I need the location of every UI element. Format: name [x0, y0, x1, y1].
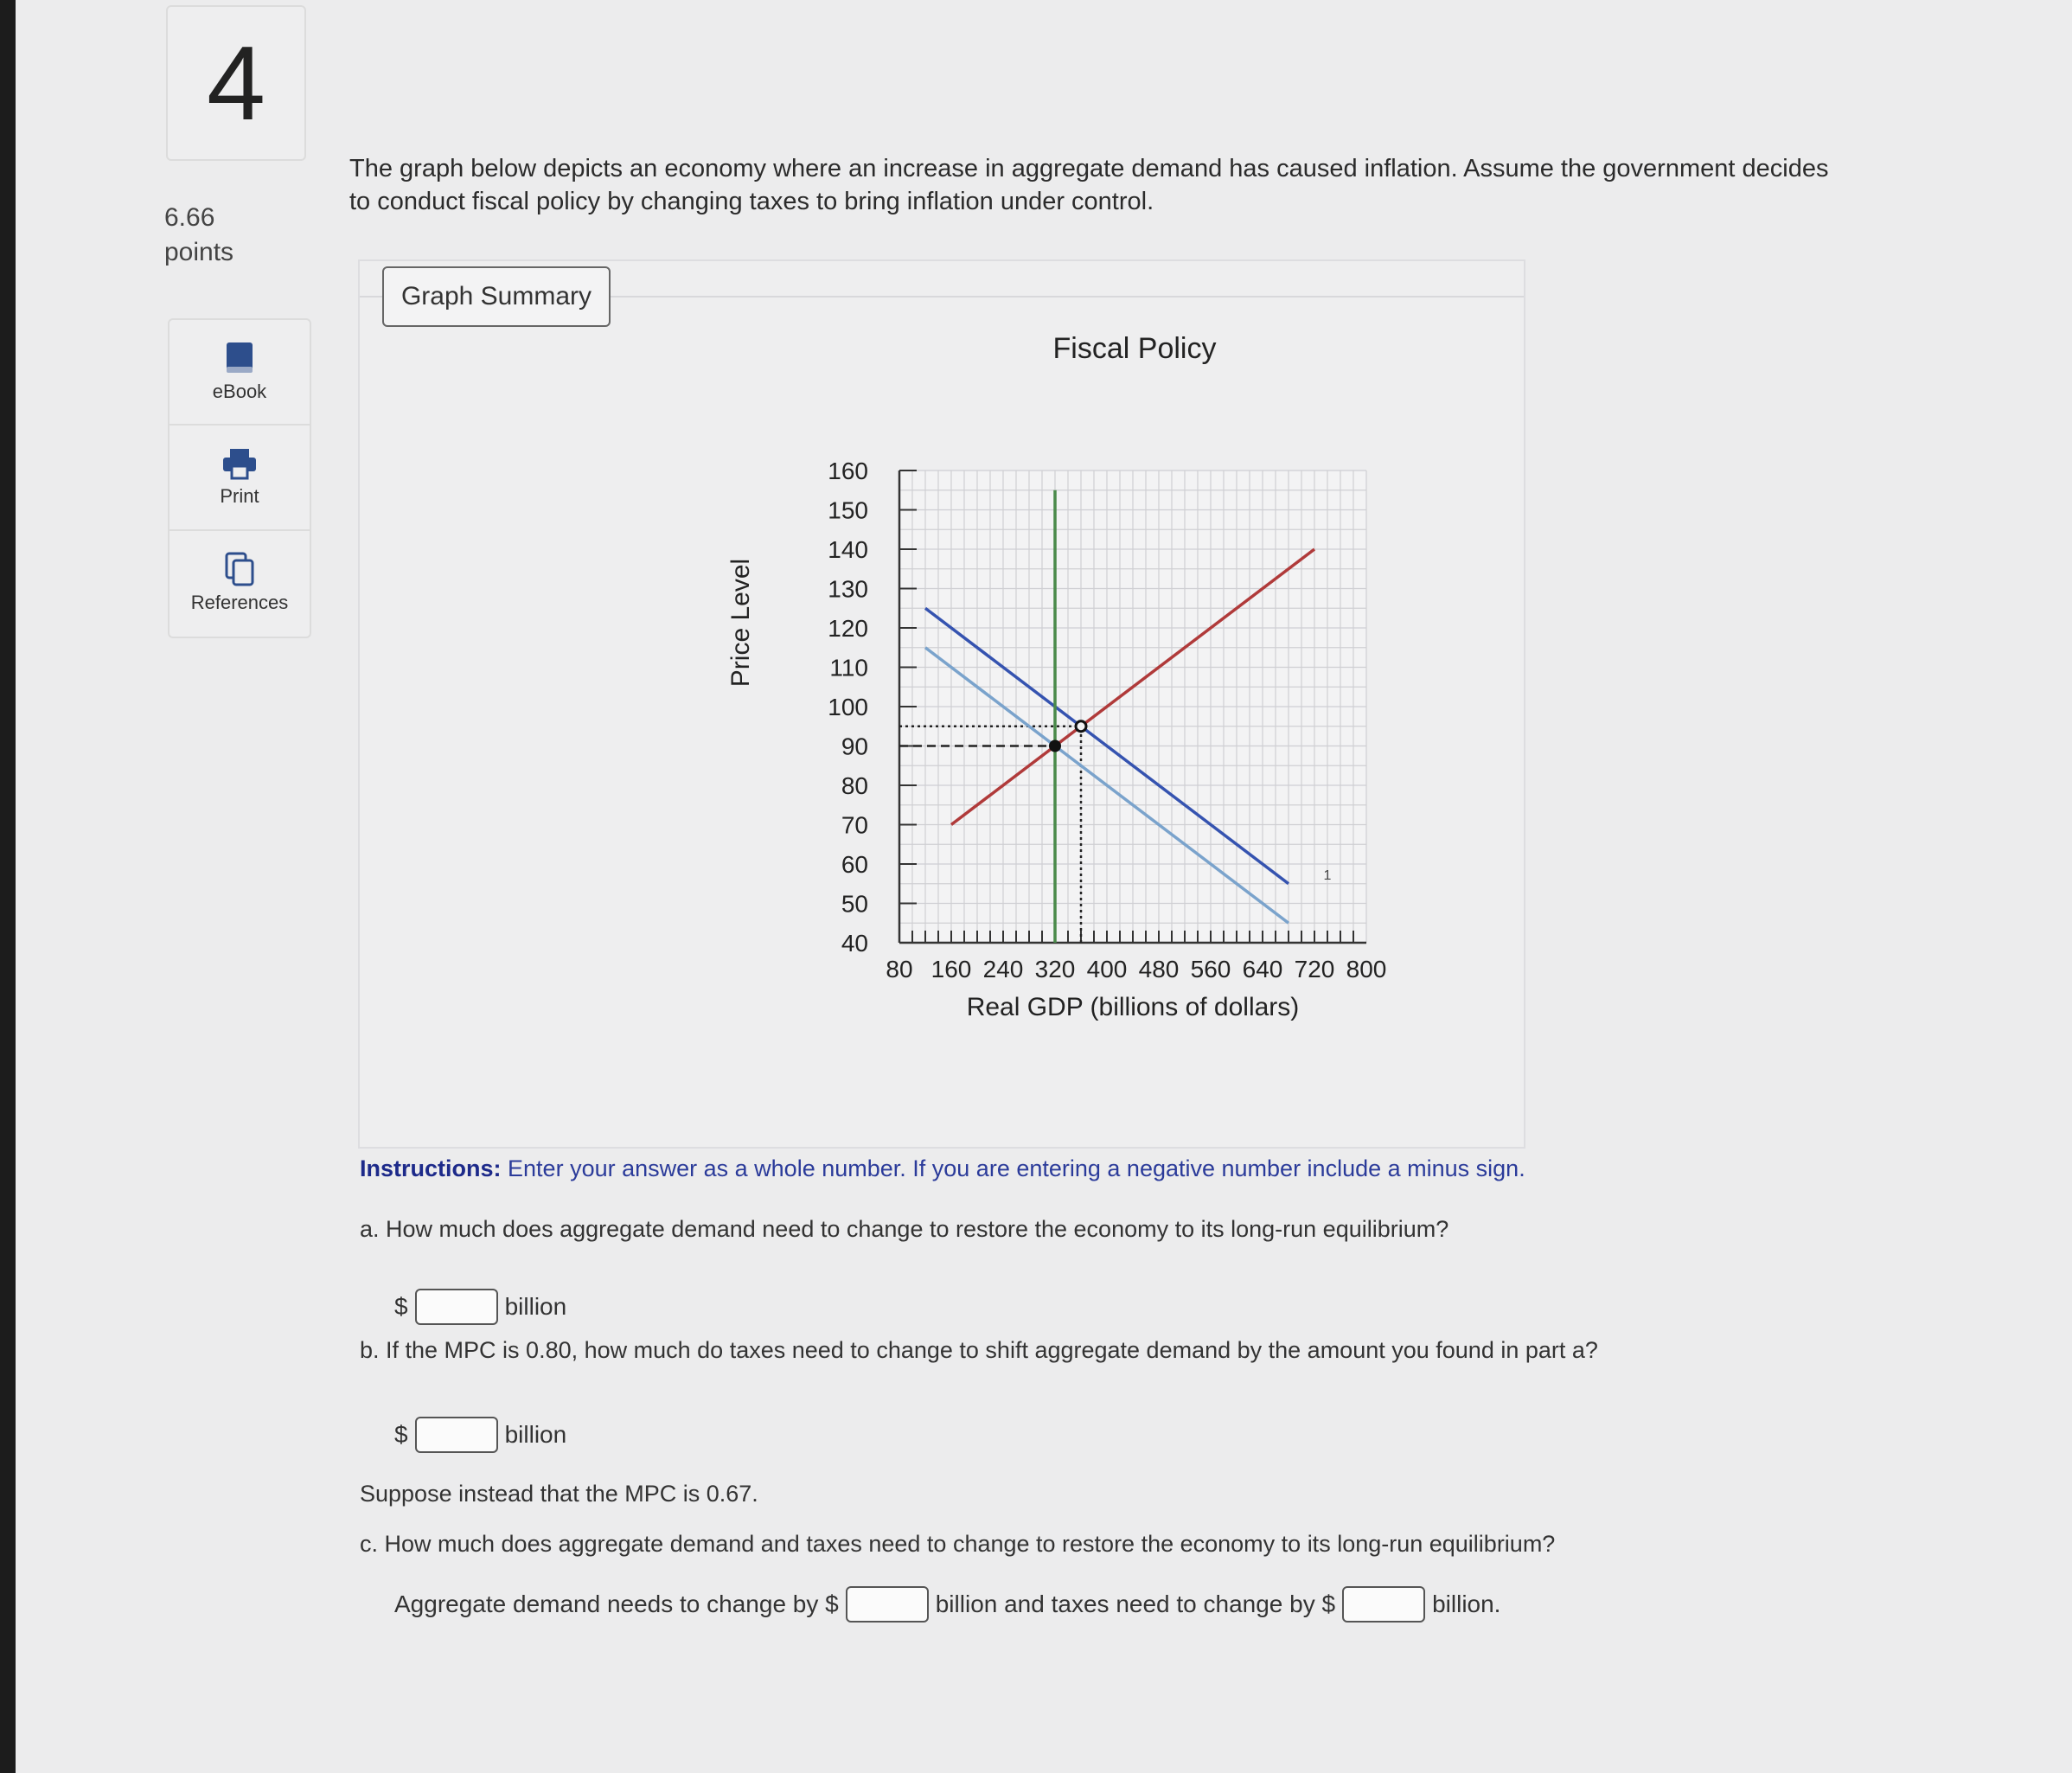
instructions-label: Instructions:	[360, 1155, 502, 1181]
x-tick-label: 400	[1086, 956, 1128, 983]
ebook-label: eBook	[212, 381, 267, 402]
answer-c-tax-input[interactable]	[1342, 1586, 1425, 1623]
answer-a-prefix: $	[394, 1293, 408, 1320]
x-tick-label: 480	[1138, 956, 1180, 983]
y-tick-label: 50	[841, 890, 868, 918]
answer-b-prefix: $	[394, 1421, 408, 1448]
y-tick-label: 160	[828, 458, 868, 484]
answer-a-input[interactable]	[415, 1289, 498, 1325]
answer-c-row	[394, 1586, 1500, 1623]
references-label: References	[190, 592, 289, 613]
copy-pages-icon	[223, 552, 256, 586]
points-label: points	[164, 238, 234, 266]
answer-c-ad-input[interactable]	[846, 1586, 929, 1623]
answer-c-middle: billion and taxes need to change by $	[935, 1591, 1336, 1617]
chart-title: Fiscal Policy	[1052, 332, 1217, 365]
equilibrium-point-open	[1076, 721, 1086, 732]
y-tick-label: 90	[841, 733, 868, 760]
left-edge-border	[0, 0, 16, 1773]
answer-a-suffix: billion	[504, 1293, 567, 1320]
printer-icon	[221, 447, 258, 480]
y-tick-label: 70	[841, 811, 868, 839]
y-tick-label: 80	[841, 772, 868, 799]
graph-panel	[358, 259, 1525, 1149]
y-tick-label: 140	[828, 536, 868, 563]
print-label: Print	[220, 485, 259, 507]
y-tick-label: 150	[828, 496, 868, 524]
x-tick-label: 80	[886, 956, 913, 983]
equilibrium-point	[1049, 740, 1061, 752]
x-tick-label: 720	[1294, 956, 1335, 983]
y-tick-label: 100	[828, 694, 868, 720]
chart-annotation: 1	[1323, 868, 1332, 884]
x-axis-label: Real GDP (billions of dollars)	[966, 993, 1300, 1021]
y-tick-label: 110	[829, 654, 868, 682]
points-value: 6.66	[164, 203, 215, 232]
suppose-text: Suppose instead that the MPC is 0.67.	[360, 1481, 758, 1507]
print-button[interactable]	[169, 426, 310, 531]
points-info	[164, 201, 233, 270]
question-c: c. How much does aggregate demand and taxes need to change to restore the economy to its long-run equilibrium?	[360, 1531, 1556, 1557]
x-tick-label: 320	[1034, 956, 1076, 983]
question-a: a. How much does aggregate demand need to change to restore the economy to its long-run equilibrium?	[360, 1216, 1449, 1242]
answer-c-ad-prefix: Aggregate demand needs to change by $	[394, 1591, 839, 1617]
answer-b-suffix: billion	[504, 1421, 567, 1448]
x-tick-label: 160	[930, 956, 972, 983]
y-tick-label: 120	[828, 615, 868, 642]
fiscal-policy-chart	[360, 261, 1524, 1147]
answer-b-row	[394, 1417, 566, 1453]
instructions-text: Enter your answer as a whole number. If you are entering a negative number include a minus sign.	[508, 1155, 1525, 1181]
x-tick-label: 800	[1346, 956, 1387, 983]
x-tick-label: 560	[1190, 956, 1231, 983]
graph-summary-button[interactable]: Graph Summary	[382, 266, 611, 327]
y-axis-label: Price Level	[726, 558, 755, 688]
question-b: b. If the MPC is 0.80, how much do taxes need to change to shift aggregate demand by the amount you found in part a?	[360, 1337, 1598, 1363]
answer-a-row	[394, 1289, 566, 1325]
references-button[interactable]	[169, 531, 310, 635]
answer-b-input[interactable]	[415, 1417, 498, 1453]
instructions	[360, 1155, 1525, 1182]
y-tick-label: 60	[841, 851, 868, 878]
x-tick-label: 640	[1242, 956, 1283, 983]
ebook-button[interactable]	[169, 320, 310, 426]
y-tick-label: 40	[841, 930, 868, 957]
tool-panel	[168, 318, 311, 638]
answer-c-suffix: billion.	[1432, 1591, 1501, 1617]
y-tick-label: 130	[828, 575, 868, 603]
x-tick-label: 240	[982, 956, 1024, 983]
book-icon	[224, 341, 255, 375]
question-prompt: The graph below depicts an economy where an increase in aggregate demand has caused inflation. Assume the government decides to conduct fiscal policy by changing taxes to bring inflation under control.	[349, 155, 1829, 215]
question-number: 4	[166, 5, 306, 161]
